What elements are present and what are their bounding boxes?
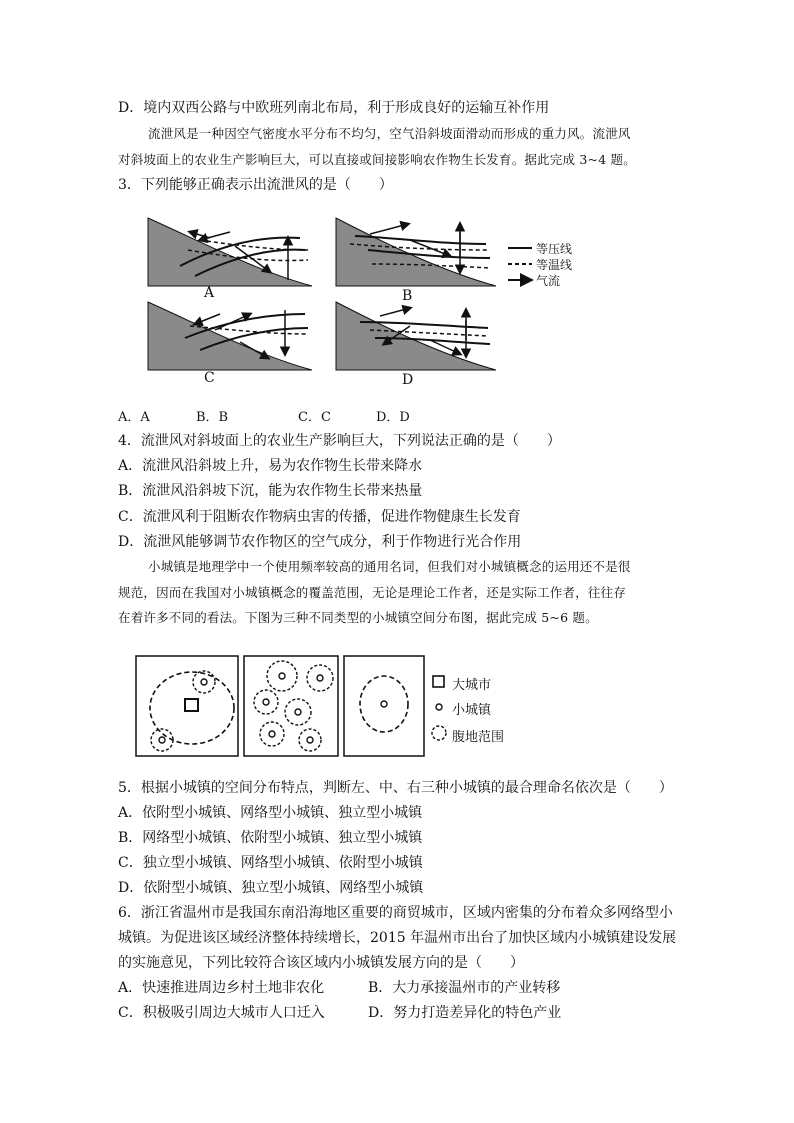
q3-option-d: D．D <box>376 410 410 425</box>
panel-c-diagram <box>148 302 312 370</box>
panel-label-d: D <box>402 372 414 388</box>
legend-isotherm-label: 等温线 <box>536 258 573 272</box>
q4-option-c: C．流泄风利于阻断农作物病虫害的传播，促进作物健康生长发育 <box>118 509 521 525</box>
q4-option-a: A．流泄风沿斜坡上升，易为农作物生长带来降水 <box>118 458 423 474</box>
q6-option-b: B．大力承接温州市的产业转移 <box>368 980 561 996</box>
q3-options <box>118 408 410 428</box>
q6-stem-line: 城镇。为促进该区域经济整体持续增长，2015 年温州市出台了加快区域内小城镇建设发展 <box>118 930 677 946</box>
panel-label-b: B <box>402 288 413 304</box>
small-circle-icon <box>436 704 442 710</box>
q3-stem: 3．下列能够正确表示出流泄风的是（ ） <box>118 177 393 193</box>
q6-option-c: C．积极吸引周边大城市人口迁入 <box>118 1005 325 1021</box>
q6-stem-line: 6．浙江省温州市是我国东南沿海地区重要的商贸城市，区域内密集的分布着众多网络型小 <box>118 905 673 921</box>
q2-option-d: D．境内双西公路与中欧班列南北布局，利于形成良好的运输互补作用 <box>118 100 550 116</box>
right-panel-diagram <box>344 656 424 756</box>
panel-b-diagram <box>336 218 496 286</box>
legend-big-city-label: 大城市 <box>452 678 492 693</box>
q3-option-a: A．A <box>118 410 150 425</box>
legend-hinterland-label: 腹地范围 <box>452 730 505 745</box>
left-panel-diagram <box>136 656 238 756</box>
q3-option-b: B．B <box>196 410 229 425</box>
small-town-figure <box>134 654 444 760</box>
q5-option-d: D．依附型小城镇、独立型小城镇、网络型小城镇 <box>118 880 424 896</box>
q4-stem: 4．流泄风对斜坡面上的农业生产影响巨大，下列说法正确的是（ ） <box>118 433 561 449</box>
panel-label-a: A <box>204 285 215 301</box>
legend-isobar-label: 等压线 <box>536 242 573 256</box>
legend-small-town-label: 小城镇 <box>452 703 492 718</box>
panel-label-c: C <box>204 370 215 386</box>
intro-paragraph-line: 在着许多不同的看法。下图为三种不同类型的小城镇空间分布图，据此完成 5~6 题。 <box>118 610 598 625</box>
q6-option-a: A．快速推进周边乡村土地非农化 <box>118 980 325 996</box>
q5-option-c: C．独立型小城镇、网络型小城镇、依附型小城镇 <box>118 855 423 871</box>
q4-option-b: B．流泄风沿斜坡下沉，能为农作物生长带来热量 <box>118 483 423 499</box>
q5-option-b: B．网络型小城镇、依附型小城镇、独立型小城镇 <box>118 830 423 846</box>
middle-panel-diagram <box>244 656 338 756</box>
intro-paragraph-line: 流泄风是一种因空气密度水平分布不均匀，空气沿斜坡面滑动而形成的重力风。流泄风 <box>148 126 631 141</box>
intro-paragraph-line: 对斜坡面上的农业生产影响巨大，可以直接或间接影响农作物生长发育。据此完成 3~4 题。 <box>118 152 636 167</box>
airflow-figure <box>140 210 600 395</box>
intro-paragraph-line: 规范，因而在我国对小城镇概念的覆盖范围，无论是理论工作者，还是实际工作者，往往存 <box>118 585 627 600</box>
small-town-legend-icons <box>430 670 450 750</box>
legend-airflow-label: 气流 <box>536 274 561 288</box>
q6-stem-line: 的实施意见，下列比较符合该区域内小城镇发展方向的是（ ） <box>118 955 524 971</box>
dashed-circle-icon <box>432 726 446 740</box>
q5-option-a: A．依附型小城镇、网络型小城镇、独立型小城镇 <box>118 805 423 821</box>
q4-option-d: D．流泄风能够调节农作物区的空气成分，利于作物进行光合作用 <box>118 534 522 550</box>
intro-paragraph-line: 小城镇是地理学中一个使用频率较高的通用名词，但我们对小城镇概念的运用还不是很 <box>148 559 631 574</box>
panel-d-diagram <box>336 302 496 370</box>
q3-option-c: C．C <box>298 410 331 425</box>
q5-stem: 5．根据小城镇的空间分布特点，判断左、中、右三种小城镇的最合理命名依次是（ ） <box>118 780 673 796</box>
panel-a-diagram <box>148 218 312 286</box>
q6-option-d: D．努力打造差异化的特色产业 <box>368 1005 562 1021</box>
square-icon <box>433 676 444 687</box>
